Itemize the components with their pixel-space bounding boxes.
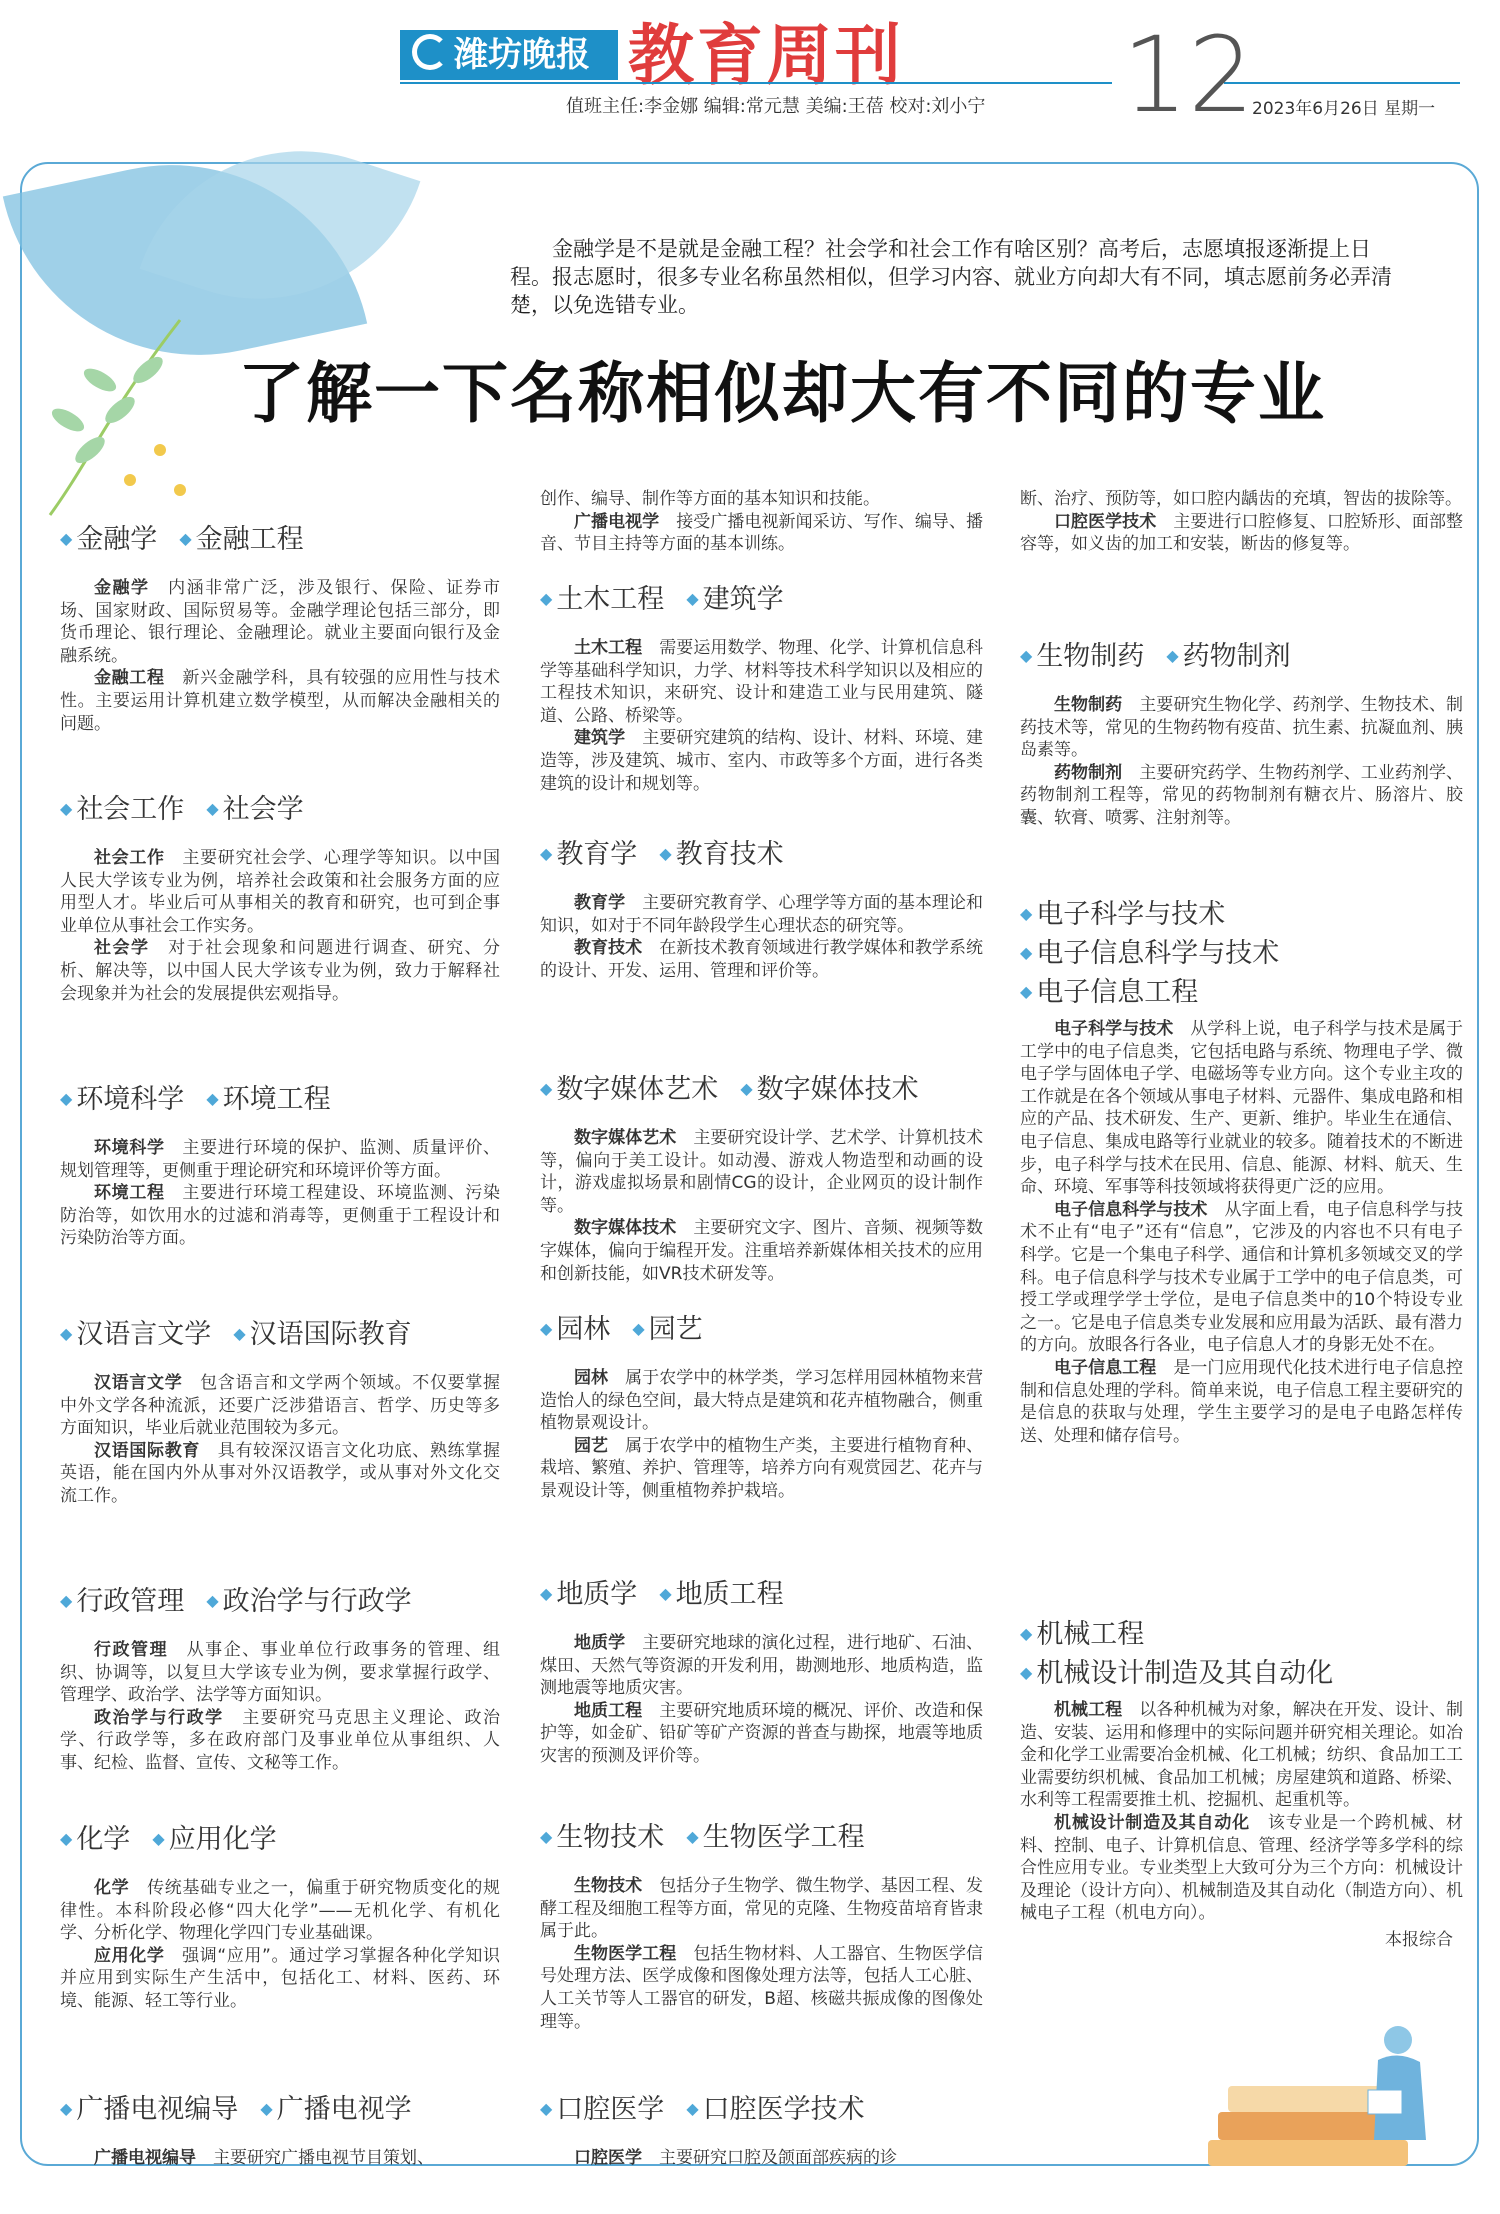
major-name: 环境科学	[76, 1084, 185, 1115]
description-text: 主要研究建筑的结构、设计、材料、环境、建造等，涉及建筑、城市、室内、市政等多个方面，进行各类建筑的设计和规划等。	[540, 728, 984, 794]
term: 口腔医学技术	[1054, 511, 1157, 532]
major-name: 口腔医学	[556, 2094, 665, 2125]
description-text: 内涵非常广泛，涉及银行、保险、证券市场、国家财政、国际贸易等。金融学理论包括三部分，即货币理论、银行理论、金融理论。就业主要面向银行及金融系统。	[60, 578, 501, 666]
description-text: 主要研究口腔及颌面部疾病的诊	[659, 2148, 897, 2168]
diamond-icon: ◆	[540, 1079, 553, 1098]
section-title	[60, 790, 500, 829]
article-section	[60, 1315, 500, 1508]
article-section	[540, 488, 983, 556]
diamond-icon: ◆	[686, 2099, 699, 2118]
major-description	[60, 1440, 500, 1508]
term: 口腔医学	[574, 2148, 642, 2168]
major-description	[60, 2147, 500, 2170]
major-name: 机械工程	[1036, 1619, 1145, 1650]
term: 汉语国际教育	[94, 1440, 201, 1461]
article-section	[540, 1575, 983, 1768]
major-description	[540, 1435, 983, 1503]
description-text: 属于农学中的林学类，学习怎样用园林植物来营造怡人的绿色空间，最大特点是建筑和花卉植物融合，侧重植物景观设计。	[540, 1368, 984, 1434]
diamond-icon: ◆	[540, 2099, 553, 2118]
intro-paragraph: 金融学是不是就是金融工程？社会学和社会工作有啥区别？高考后，志愿填报逐渐提上日程。报志愿时，很多专业名称虽然相似，但学习内容、就业方向却大有不同，填志愿前务必弄清楚，以免选错专业。	[510, 237, 1392, 317]
term: 建筑学	[574, 728, 626, 749]
byline: 本报综合	[1385, 1929, 1453, 1950]
section-title	[60, 1820, 500, 1859]
major-name: 社会学	[222, 794, 304, 825]
term: 机械工程	[1054, 1700, 1123, 1720]
description-text: 对于社会现象和问题进行调查、研究、分析、解决等，以中国人民大学该专业为例，致力于解释社会现象并为社会的发展提供宏观指导。	[60, 938, 501, 1004]
major-name: 数字媒体技术	[756, 1074, 919, 1105]
major-name: 药物制剂	[1182, 641, 1291, 672]
diamond-icon: ◆	[686, 1827, 699, 1846]
major-description	[60, 1182, 500, 1250]
term: 教育技术	[574, 938, 643, 959]
major-description	[540, 892, 983, 937]
description-text: 需要运用数学、物理、化学、计算机信息科学等基础科学知识，力学、材料等技术科学知识以及相应的工程技术知识，来研究、设计和建造工业与民用建筑、隧道、公路、桥梁等。	[540, 638, 984, 726]
term: 汉语言文学	[94, 1373, 183, 1393]
major-description	[540, 1127, 983, 1217]
description-text: 具有较深汉语言文化功底、熟练掌握英语，能在国内外从事对外汉语教学，或从事对外文化交流工作。	[60, 1440, 501, 1506]
major-name: 行政管理	[76, 1586, 185, 1617]
term: 电子信息科学与技术	[1054, 1199, 1208, 1220]
major-description	[540, 2147, 983, 2170]
major-description	[60, 1137, 500, 1182]
article-section	[540, 1070, 983, 1285]
term: 生物制药	[1054, 695, 1123, 715]
major-description	[60, 1372, 500, 1440]
major-description	[60, 847, 500, 937]
major-name: 汉语国际教育	[249, 1319, 412, 1350]
major-description	[540, 1943, 983, 2033]
section-title	[60, 1315, 500, 1354]
major-description	[1020, 511, 1463, 556]
term: 金融工程	[94, 668, 165, 689]
section-title	[540, 2090, 983, 2129]
brand-name: 潍坊晚报	[454, 35, 590, 75]
section-title	[60, 520, 500, 559]
term: 金融学	[94, 578, 150, 598]
section-title	[1020, 973, 1463, 1012]
major-description	[1020, 488, 1463, 511]
term: 广播电视学	[574, 511, 660, 532]
description-text: 该专业是一个跨机械、材料、控制、电子、计算机信息、管理、经济学等多学科的综合性应用专业。专业类型上大致可分为三个方向：机械设计及理论（设计方向）、机械制造及其自动化（制造方向）、机械电子工程（机电方向）。	[1020, 1812, 1464, 1924]
description-text: 主要进行口腔修复、口腔矫形、面部整容等，如义齿的加工和安装，断齿的修复等。	[1020, 511, 1464, 555]
description-text: 主要研究文字、图片、音频、视频等数字媒体，偏向于编程开发。注重培养新媒体相关技术的应用和创新技能，如VR技术研发等。	[540, 1218, 984, 1284]
staff-credits: 值班主任:李金娜 编辑:常元慧 美编:王蓓 校对:刘小宁	[566, 96, 986, 117]
major-name: 园艺	[648, 1314, 703, 1345]
description-text: 新兴金融学科，具有较强的应用性与技术性。主要运用计算机建立数学模型，从而解决金融相关的问题。	[60, 668, 501, 734]
term: 应用化学	[94, 1945, 165, 1966]
description-text: 从字面上看，电子信息科学与技术不止有“电子”还有“信息”，它涉及的内容也不只有电子科学。它是一个集电子科学、通信和计算机多领域交叉的学科。电子信息科学与技术专业属于工学中的电子信息类，可授工学或理学学士学位，是电子信息类中的10个特设专业之一。它是电子信息类专业发展和应用最为活跃、最有潜力的方向。放眼各行各业，电子信息人才的身影无处不在。	[1020, 1199, 1464, 1356]
page-number: 12	[1122, 14, 1255, 136]
major-name: 教育技术	[675, 839, 784, 870]
major-description	[1020, 1699, 1463, 1812]
newspaper-logo	[400, 30, 618, 80]
major-description	[540, 1632, 983, 1700]
major-name: 建筑学	[702, 584, 784, 615]
diamond-icon: ◆	[60, 1089, 73, 1108]
section-title: 教育周刊	[628, 17, 904, 94]
major-description	[1020, 1812, 1463, 1925]
term: 广播电视编导	[94, 2148, 196, 2168]
major-description	[540, 727, 983, 795]
major-description	[1020, 694, 1463, 762]
description-text: 主要研究地球的演化过程，进行地矿、石油、煤田、天然气等资源的开发利用，勘测地形、地质构造，监测地震等地质灾害。	[540, 1633, 984, 1699]
major-name: 应用化学	[168, 1824, 277, 1855]
term: 数字媒体技术	[574, 1218, 677, 1239]
major-description	[540, 1217, 983, 1285]
diamond-icon: ◆	[540, 589, 553, 608]
term: 药物制剂	[1054, 762, 1123, 783]
diamond-icon: ◆	[60, 2099, 73, 2118]
diamond-icon: ◆	[206, 1591, 219, 1610]
section-title	[60, 2090, 500, 2129]
major-name: 金融学	[76, 524, 158, 555]
article-section	[60, 1820, 500, 2013]
description-text: 以各种机械为对象，解决在开发、设计、制造、安装、运用和修理中的实际问题并研究相关理论。如冶金和化学工业需要冶金机械、化工机械；纺织、食品加工工业需要纺织机械、食品加工机械；房屋建筑和道路、桥梁、水利等工程需要推土机、挖掘机、起重机等。	[1020, 1700, 1464, 1811]
term: 教育学	[574, 893, 626, 913]
description-text: 是一门应用现代化技术进行电子信息控制和信息处理的学科。简单来说，电子信息工程主要研究的是信息的获取与处理，学生主要学习的是电子电路怎样传送、处理和储存信号。	[1020, 1357, 1464, 1446]
article-section	[1020, 895, 1463, 1447]
description-text: 包含语言和文学两个领域。不仅要掌握中外文学各种流派，还要广泛涉猎语言、哲学、历史等多方面知识，毕业后就业范围较为多元。	[60, 1373, 501, 1439]
term: 行政管理	[94, 1640, 169, 1660]
description-text: 主要进行环境工程建设、环境监测、污染防治等，如饮用水的过滤和消毒等，更侧重于工程设计和污染防治等方面。	[60, 1183, 501, 1249]
article-section	[540, 835, 983, 982]
diamond-icon: ◆	[1020, 982, 1033, 1001]
major-description	[60, 1639, 500, 1707]
section-title	[1020, 1654, 1463, 1693]
description-text: 主要研究药学、生物药剂学、工业药剂学、药物制剂工程等，常见的药物制剂有糖衣片、肠溶片、胶囊、软膏、喷雾、注射剂等。	[1020, 762, 1464, 828]
term: 土木工程	[574, 638, 643, 658]
major-description	[540, 1367, 983, 1435]
diamond-icon: ◆	[260, 2099, 273, 2118]
term: 数字媒体艺术	[574, 1128, 677, 1148]
article-section	[540, 2090, 983, 2170]
description-text: 包括分子生物学、微生物学、基因工程、发酵工程及细胞工程等方面，常见的克隆、生物疫苗培育皆隶属于此。	[540, 1876, 984, 1942]
diamond-icon: ◆	[686, 589, 699, 608]
diamond-icon: ◆	[740, 1079, 753, 1098]
diamond-icon: ◆	[632, 1319, 645, 1338]
books-reader-illustration	[1198, 2000, 1468, 2180]
description-text: 从事企、事业单位行政事务的管理、组织、协调等，以复旦大学该专业为例，要求掌握行政学、管理学、政治学、法学等方面知识。	[60, 1640, 501, 1706]
divider	[1224, 82, 1460, 84]
section-title	[60, 1582, 500, 1621]
term: 环境科学	[94, 1138, 165, 1158]
major-description	[60, 667, 500, 735]
major-description	[60, 577, 500, 667]
diamond-icon: ◆	[540, 1827, 553, 1846]
section-title	[1020, 895, 1463, 934]
major-name: 生物技术	[556, 1822, 665, 1853]
diamond-icon: ◆	[659, 1584, 672, 1603]
section-title	[1020, 637, 1463, 676]
diamond-icon: ◆	[1020, 1663, 1033, 1682]
article-section	[540, 1310, 983, 1503]
diamond-icon: ◆	[60, 799, 73, 818]
major-description	[1020, 762, 1463, 830]
major-name: 电子信息科学与技术	[1036, 938, 1280, 969]
description-text: 主要研究马克思主义理论、政治学、行政学等，多在政府部门及事业单位从事组织、人事、纪检、监督、宣传、文秘等工作。	[60, 1707, 501, 1773]
diamond-icon: ◆	[152, 1829, 165, 1848]
section-title	[60, 1080, 500, 1119]
plant-sprig-icon	[30, 300, 210, 520]
article-section	[1020, 1615, 1463, 1950]
term: 政治学与行政学	[94, 1707, 224, 1728]
diamond-icon: ◆	[206, 799, 219, 818]
term: 地质学	[574, 1633, 626, 1653]
major-name: 电子信息工程	[1036, 977, 1199, 1008]
major-name: 数字媒体艺术	[556, 1074, 719, 1105]
description-text: 创作、编导、制作等方面的基本知识和技能。	[540, 489, 880, 509]
major-name: 口腔医学技术	[702, 2094, 865, 2125]
diamond-icon: ◆	[1020, 904, 1033, 923]
term: 化学	[94, 1878, 130, 1898]
major-name: 金融工程	[195, 524, 304, 555]
diamond-icon: ◆	[206, 1089, 219, 1108]
term: 生物技术	[574, 1876, 643, 1896]
divider	[400, 82, 1112, 84]
section-title	[1020, 934, 1463, 973]
description-text: 主要研究社会学、心理学等知识。以中国人民大学该专业为例，培养社会政策和社会服务方面的应用型人才。毕业后可从事相关的教育和研究，也可到企事业单位从事社会工作实务。	[60, 848, 501, 936]
major-name: 生物制药	[1036, 641, 1145, 672]
major-name: 汉语言文学	[76, 1319, 212, 1350]
diamond-icon: ◆	[60, 1324, 73, 1343]
article-section	[60, 790, 500, 1005]
description-text: 主要研究教育学、心理学等方面的基本理论和知识，如对于不同年龄段学生心理状态的研究等。	[540, 893, 984, 936]
major-description	[60, 1877, 500, 1945]
term: 电子信息工程	[1054, 1357, 1157, 1378]
description-text: 主要研究设计学、艺术学、计算机技术等，偏向于美工设计。如动漫、游戏人物造型和动画的设计，游戏虚拟场景和剧情CG的设计，企业网页的设计制作等。	[540, 1128, 984, 1216]
major-description	[540, 511, 983, 556]
major-name: 地质工程	[675, 1579, 784, 1610]
term: 生物医学工程	[574, 1943, 677, 1964]
diamond-icon: ◆	[540, 844, 553, 863]
major-name: 电子科学与技术	[1036, 899, 1226, 930]
article-section	[540, 1818, 983, 2033]
diamond-icon: ◆	[540, 1319, 553, 1338]
major-description	[1020, 1018, 1463, 1199]
major-description	[60, 937, 500, 1005]
section-title	[540, 1575, 983, 1614]
section-title	[540, 1070, 983, 1109]
diamond-icon: ◆	[1020, 943, 1033, 962]
description-text: 传统基础专业之一，偏重于研究物质变化的规律性。本科阶段必修“四大化学”——无机化学、有机化学、分析化学、物理化学四门专业基础课。	[60, 1878, 501, 1944]
major-description	[540, 1875, 983, 1943]
term: 地质工程	[574, 1700, 643, 1721]
description-text: 接受广播电视新闻采访、写作、编导、播音、节目主持等方面的基本训练。	[540, 511, 984, 555]
major-name: 教育学	[556, 839, 638, 870]
major-name: 地质学	[556, 1579, 638, 1610]
diamond-icon: ◆	[179, 529, 192, 548]
diamond-icon: ◆	[1020, 646, 1033, 665]
term: 社会学	[94, 938, 150, 959]
term: 社会工作	[94, 848, 165, 868]
section-title	[540, 1310, 983, 1349]
major-name: 机械设计制造及其自动化	[1036, 1658, 1334, 1689]
major-description	[60, 1707, 500, 1775]
major-description	[1020, 1357, 1463, 1447]
major-description	[540, 1700, 983, 1768]
term: 机械设计制造及其自动化	[1054, 1812, 1250, 1833]
description-text: 在新技术教育领域进行教学媒体和教学系统的设计、开发、运用、管理和评价等。	[540, 938, 984, 981]
term: 园艺	[574, 1435, 609, 1456]
article-section	[60, 1582, 500, 1775]
description-text: 主要研究地质环境的概况、评价、改造和保护等，如金矿、铅矿等矿产资源的普查与勘探，地震等地质灾害的预测及评价等。	[540, 1700, 984, 1766]
section-title	[540, 835, 983, 874]
section-title	[1020, 1615, 1463, 1654]
article-section	[1020, 488, 1463, 556]
issue-date: 2023年6月26日 星期一	[1252, 99, 1436, 119]
major-name: 社会工作	[76, 794, 185, 825]
diamond-icon: ◆	[233, 1324, 246, 1343]
description-text: 主要研究生物化学、药剂学、生物技术、制药技术等，常见的生物药物有疫苗、抗生素、抗凝血剂、胰岛素等。	[1020, 695, 1464, 761]
description-text: 强调“应用”。通过学习掌握各种化学知识并应用到实际生产生活中，包括化工、材料、医药、环境、能源、轻工等行业。	[60, 1945, 500, 2011]
logo-swirl-icon	[412, 34, 448, 70]
diamond-icon: ◆	[60, 529, 73, 548]
diamond-icon: ◆	[659, 844, 672, 863]
major-description	[60, 1945, 500, 2013]
major-name: 土木工程	[556, 584, 665, 615]
term: 园林	[574, 1368, 609, 1388]
major-name: 化学	[76, 1824, 131, 1855]
description-text: 属于农学中的植物生产类，主要进行植物育种、栽培、繁殖、养护、管理等，培养方向有观赏园艺、花卉与景观设计等，侧重植物养护栽培。	[540, 1435, 984, 1501]
article-section	[1020, 637, 1463, 830]
major-description	[540, 637, 983, 727]
description-text: 主要研究广播电视节目策划、	[213, 2148, 434, 2168]
major-name: 生物医学工程	[702, 1822, 865, 1853]
description-text: 包括生物材料、人工器官、生物医学信号处理方法、医学成像和图像处理方法等，包括人工心脏、人工关节等人工器官的研发，B超、核磁共振成像的图像处理等。	[540, 1943, 984, 2032]
article-section	[60, 2090, 500, 2170]
diamond-icon: ◆	[60, 1829, 73, 1848]
major-name: 政治学与行政学	[222, 1586, 412, 1617]
masthead	[0, 0, 1500, 150]
diamond-icon: ◆	[1166, 646, 1179, 665]
description-text: 主要进行环境的保护、监测、质量评价、规划管理等，更侧重于理论研究和环境评价等方面。	[60, 1138, 501, 1181]
headline: 了解一下名称相似却大有不同的专业	[238, 355, 1326, 432]
article-section	[60, 1080, 500, 1250]
diamond-icon: ◆	[1020, 1624, 1033, 1643]
term: 环境工程	[94, 1183, 165, 1204]
major-description	[1020, 1199, 1463, 1357]
major-description	[540, 937, 983, 982]
article-section	[60, 520, 500, 735]
diamond-icon: ◆	[60, 1591, 73, 1610]
description-text: 断、治疗、预防等，如口腔内龋齿的充填，智齿的拔除等。	[1020, 489, 1462, 509]
diamond-icon: ◆	[540, 1584, 553, 1603]
section-title	[540, 1818, 983, 1857]
section-title	[540, 580, 983, 619]
major-name: 广播电视学	[276, 2094, 412, 2125]
major-description	[540, 488, 983, 511]
term: 电子科学与技术	[1054, 1019, 1174, 1039]
major-name: 广播电视编导	[76, 2094, 239, 2125]
article-section	[540, 580, 983, 795]
description-text: 从学科上说，电子科学与技术是属于工学中的电子信息类，它包括电路与系统、物理电子学、微电子学与固体电子学、电磁场等专业方向。这个专业主攻的工作就是在各个领域从事电子材料、元器件、集成电路和相应的产品、技术研发、生产、更新、维护。毕业生在通信、电子信息、集成电路等行业就业的较多。随着技术的不断进步，电子科学与技术在民用、信息、能源、材料、航天、生命、环境、军事等科技领域将获得更广泛的应用。	[1020, 1019, 1464, 1198]
major-name: 园林	[556, 1314, 611, 1345]
major-name: 环境工程	[222, 1084, 331, 1115]
